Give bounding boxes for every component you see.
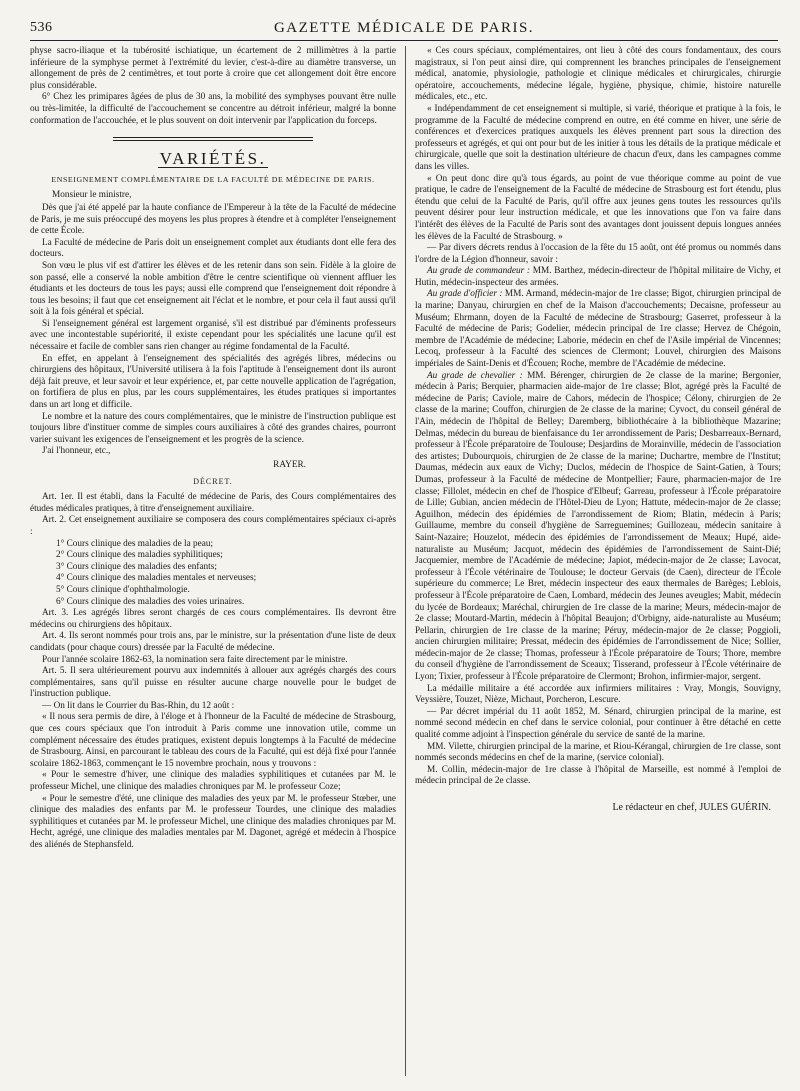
officier-text: MM. Armand, médecin-major de 1re classe; Bigot, chirurgien principal de la marine; Danyau, chirurgien en chef de la Maison d'accouchements; Decaisne, professeur au Muséum; Ehrmann, doyen de la Faculté de médecine de Strasbourg; Gaserret, professeur à la Faculté de médecine de Paris; Godelier, médecin principal de 1re classe; Hervez de Chégoin, membre de l'Académie de médecine; Laborie, médecin en chef de l'Asile impérial de Vincennes; Lecoq, professeur à la Faculté des sciences de Clermont; Louvel, chirurgien des Maisons impériales de Saint-Denis et d'Écouen; Roche, membre de l'Académie de médecine. — [415, 289, 782, 370]
vilette-paragraph: MM. Vilette, chirurgien principal de la marine, et Riou-Kérangal, chirurgien de 1re classe, sont nommés seconds médecins en chef de la marine, (service colonial). — [415, 741, 781, 764]
decree-title: DÉCRET. — [193, 476, 233, 486]
strasbourg-quote: « Il nous sera permis de dire, à l'éloge et à l'honneur de la Faculté de médecine de Strasbourg, que ces cours spéciaux que l'on introduit à Paris comme une innovation utile, comme un complément nécessaire des études pratiques, existent depuis longtemps à la Faculté de médecine de Strasbourg. Ainsi, en parcourant le tableau des cours de la Faculté, qui est déjà fixé pour l'année scolaire 1862-1863, commençant le 15 novembre prochain, nous y trouvons : — [30, 712, 396, 769]
article-5: Art. 5. Il sera ultérieurement pourvu aux indemnités à allouer aux agrégés chargés des cours complémentaires, sans qu'il puisse en résulter aucune charge nouvelle pour le budget de l'instruction publique. — [30, 666, 396, 700]
letter-paragraph: Son vœu le plus vif est d'attirer les élèves et de les retenir dans son sein. Fidèle à la gloire de son passé, elle a conservé la noble ambition d'être le centre scientifique où viennent affluer les étudiants et les docteurs de tous les pays; aussi elle comprend que l'enseignement doit répondre à tous les besoins; il faut que cet enseignement ait l'éclat et le nombre, et pour cela il faut aussi qu'il soit à la fois général et spécial. — [30, 260, 396, 318]
list-item: 5° Cours clinique d'ophthalmologie. — [56, 584, 190, 595]
signature: RAYER. — [273, 460, 306, 470]
list-item: 4° Cours clinique des maladies mentales et nerveuses; — [56, 573, 257, 584]
medaille-paragraph: La médaille militaire a été accordée aux infirmiers militaires : Vray, Mongis, Souvigny, Veyssière, Touzet, Nièze, Michaut, Porcheron, Lescure. — [415, 683, 781, 706]
section-subtitle: ENSEIGNEMENT COMPLÉMENTAIRE DE LA FACULTÉ DE MÉDECINE DE PARIS. — [51, 174, 375, 184]
commandeur-paragraph — [415, 266, 781, 289]
article-1: Art. 1er. Il est établi, dans la Faculté de médecine de Paris, des Cours complémentaires des études médicales pratiques, à titre d'enseignement auxiliaire. — [30, 492, 396, 514]
list-item: 1° Cours clinique des maladies de la peau; — [56, 538, 214, 549]
commandeur-label: Au grade de commandeur : — [427, 266, 531, 277]
course-list — [30, 539, 396, 609]
salutation: Monsieur le ministre, — [52, 190, 132, 201]
section-separator — [113, 137, 313, 141]
list-item: 3° Cours clinique des maladies des enfants; — [56, 561, 217, 572]
page-number: 536 — [30, 20, 53, 35]
legion-honneur-intro: — Par divers décrets rendus à l'occasion de la fête du 15 août, ont été promus ou nommés dans l'ordre de la Légion d'honneur, savoir : — [415, 243, 781, 265]
letter-paragraph: Dès que j'ai été appelé par la haute confiance de l'Empereur à la tête de la Faculté de médecine de Paris, je me suis préoccupé des moyens les plus propres à étendre et à compléter l'enseignement de cette École. — [30, 202, 396, 237]
editor-signature — [415, 802, 781, 814]
letter-paragraph: Si l'enseignement général est largement organisé, s'il est distribué par d'éminents professeurs avec une incontestable supériorité, il existe cependant pour les spécialités une lacune qu'il est nécessaire et facile de combler sans rien changer au régime fondamental de la Faculté. — [30, 318, 396, 353]
point-6-paragraph: 6° Chez les primipares âgées de plus de 30 ans, la mobilité des symphyses pouvant être nulle ou très-limitée, la difficulté de l'accouchement se concentre au détroit inférieur, malgré la bonne conformation de l'accouchée, et le plus souvent on doit intervenir par l'application du forceps. — [30, 92, 396, 126]
article-3: Art. 3. Les agrégés libres seront chargés de ces cours complémentaires. Ils devront être médecins ou chirurgiens des hôpitaux. — [30, 608, 396, 630]
column-divider — [405, 46, 406, 1076]
section-title: VARIÉTÉS. — [159, 149, 267, 169]
chevalier-paragraph — [415, 371, 781, 684]
article-2: Art. 2. Cet enseignement auxiliaire se composera des cours complémentaires spéciaux ci-après : — [30, 515, 396, 537]
letter-paragraph: La Faculté de médecine de Paris doit un enseignement complet aux étudiants dont elle fera des docteurs. — [30, 237, 396, 260]
letter-paragraph: Le nombre et la nature des cours complémentaires, que le ministre de l'instruction publique est toujours libre d'instituer comme de simples cours auxiliaires à côté des grandes chaires, pourront varier suivant les exigences de l'enseignement et les progrès de la science. — [30, 411, 396, 445]
journal-title: GAZETTE MÉDICALE DE PARIS. — [273, 20, 535, 36]
list-item: 6° Cours clinique des maladies des voies urinaires. — [56, 596, 245, 607]
closing-line: J'ai l'honneur, etc., — [42, 446, 111, 457]
collin-paragraph: M. Collin, médecin-major de 1re classe à l'hôpital de Marseille, est nommé à l'emploi de médecin principal de 2e classe. — [415, 764, 781, 787]
article-4: Art. 4. Ils seront nommés pour trois ans, par le ministre, sur la présentation d'une liste de deux candidats (pour chaque cours) dressée par la Faculté de médecine. — [30, 631, 396, 653]
list-item: 2° Cours clinique des maladies syphilitiques; — [56, 550, 223, 561]
letter-paragraph: En effet, en appelant à l'enseignement des spécialités des agrégés libres, médecins ou chirurgiens des hôpitaux, l'Université utilisera à la fois l'aptitude à l'enseignement dont ils auront déjà fait preuve, et leur savoir et leur expérience, et, par cette nouvelle application de l'agrégation, on fortifiera de plus en plus, par les cours supplémentaires, les études pratiques si importantes dans un art long et difficile. — [30, 353, 396, 411]
courrier-intro: — On lit dans le Courrier du Bas-Rhin, du 12 août : — [42, 700, 235, 711]
left-column — [30, 46, 396, 852]
winter-semester-quote: « Pour le semestre d'hiver, une clinique des maladies syphilitiques et cutanées par M. le professeur Michel, une clinique des maladies chroniques par M. le professeur Coze; — [30, 770, 396, 793]
officier-paragraph — [415, 289, 781, 370]
quote-paragraph: « Indépendamment de cet enseignement si multiple, si varié, théorique et pratique à la fois, le programme de la Faculté de médecine comprend en outre, en été comme en hiver, une série de conférences et d'exercices pratiques auxquels les élèves prennent part sous la direction des professeurs et agrégés, et qui ont pour but de les initier à tous les détails de la pratique médicale et chirurgicale, quelle que soit la destination ultérieure de chacun d'eux, dans les campagnes comme dans les villes. — [415, 103, 781, 172]
editor-name: JULES GUÉRIN. — [699, 802, 771, 813]
quote-paragraph: « On peut donc dire qu'à tous égards, au point de vue théorique comme au point de vue pratique, le cadre de l'enseignement de la Faculté de médecine de Strasbourg est fort étendu, plus étendu que celui de la Faculté de Paris, qu'il offre aux jeunes gens toutes les ressources qu'ils peuvent désirer pour leur instruction médicale, et que les innovations que l'on va faire dans l'intérêt des élèves de la Faculté de Paris sont des avantages dont jouissent depuis longues années les élèves de la Faculté de Strasbourg. » — [415, 173, 781, 242]
summer-semester-quote: « Pour le semestre d'été, une clinique des maladies des yeux par M. le professeur Stœber, une clinique des maladies des enfants par M. le professeur Tourdes, une clinique des maladies syphilitiques et cutanées par M. le professeur Michel, une clinique des maladies chroniques par M. Hecht, agrégé, une clinique des maladies mentales par M. Dagonet, agrégé et médecin à l'hospice des aliénés de Stephansfeld. — [30, 793, 396, 850]
school-year-note: Pour l'année scolaire 1862-63, la nomination sera faite directement par le ministre. — [42, 654, 348, 665]
quote-paragraph: « Ces cours spéciaux, complémentaires, ont lieu à côté des cours fondamentaux, des cours magistraux, si l'on peut ainsi dire, qui comprennent les branches principales de l'enseignement médical, anatomie, physiologie, pathologie et clinique médicales et chirurgicales, chirurgie opératoire, accouchements, médecine légale, hygiène, physique, chimie, histoire naturelle médicales, etc., etc. — [415, 46, 781, 103]
signature-prefix: Le rédacteur en chef, — [612, 802, 697, 813]
commandeur-text: MM. Barthez, médecin-directeur de l'hôpital militaire de Vichy, et Hutin, médecin-inspecteur des armées. — [415, 266, 781, 288]
right-column — [415, 46, 781, 814]
chevalier-text: MM. Bérenger, chirurgien de 2e classe de la marine; Bergonier, médecin à Paris; Berquier, pharmacien aide-major de 1re classe; Blot, agrégé près la Faculté de médecine de Paris; Caviole, maire de Cahors, médecin de l'hospice; Célony, chirurgien de 2e classe de la marine; Couffon, chirurgien de 2e classe de la marine; Cyvoct, du conseil général de l'Ain, médecin de l'hôpital de Belley; Daremberg, bibliothécaire à la bibliothèque Mazarine; Delmas, médecin du bureau de bienfaisance du 1er arrondissement de Paris; Desbarreaux-Bernard, professeur à l'École préparatoire de Toulouse; Desjardins de Morainville, médecin de l'association des artistes; Dubourquois, chirurgien de 2e classe de la marine; Duchartre, membre de l'Institut; Daumas, médecin aux eaux de Vichy; Duclos, médecin de l'hospice de Saint-Gatien, à Tours; Dumas, professeur à la Faculté de médecine de Montpellier; Faure, pharmacien-major de 1re classe; Fillolet, médecin en chef de l'hospice d'Elbeuf; Garreau, professeur à l'École préparatoire de Lille; Gubian, ancien médecin de l'Hôtel-Dieu de Lyon; Hattute, médecin-major de 2e classe; Aguilhon, médecin des épidémies de l'arrondissement de Riom; Blatin, médecin à Paris; Guillaume, membre du conseil d'hygiène de Sarreguemines; Guillozeau, médecin sanitaire à Saint-Nazaire; Houzelot, médecin des épidémies de l'arrondissement de Meaux; Hupé, aide-naturaliste au Muséum; Jacquot, médecin des épidémies de l'arrondissement de Saint-Dié; Jacquemier, membre de l'Académie de médecine; Japiot, médecin-major de 2e classe; Lavocat, professeur à l'École vétérinaire de Toulouse; le docteur Gervais (de Caen), directeur de l'École supérieure du commerce; Le Bret, médecin inspecteur des eaux thermales de Barèges; Leblois, professeur à l'École préparatoire de Caen, Lombard, médecin des Jeunes aveugles; Mabit, médecin du lycée de Bordeaux; Maréchal, chirurgien de 1re classe de la marine; Meurs, médecin-major de 2e classe; Moutard-Martin, médecin à l'hôpital Beaujon; d'Orbigny, aide-naturaliste au Muséum; Pellarin, chirurgien de 1re classe de la marine; Péruy, médecin-major de 2e classe; Poggioli, ancien chirurgien militaire; Pressat, médecin des épidémies de l'arrondissement de Nice; Sollier, médecin-major de 2e classe; Thomas, professeur à l'École préparatoire de Tours; Thore, membre du conseil d'hygiène de l'arrondissement de Sceaux; Tisserand, professeur à l'École vétérinaire de Lyon; Tixier, professeur à l'École préparatoire de Clermont; Brohon, infirmier-major, sergent. — [415, 370, 782, 683]
senard-paragraph: — Par décret impérial du 11 août 1852, M. Sénard, chirurgien principal de la marine, est nommé second médecin en chef dans le service colonial, pour continuer à être détaché en cette qualité comme adjoint à l'inspection générale du service de santé de la marine. — [415, 706, 781, 741]
page-header — [30, 18, 778, 41]
intro-paragraph: physe sacro-iliaque et la tubérosité ischiatique, un écartement de 2 millimètres à la partie inférieure de la symphyse permet à l'extrémité du levier, c'est-à-dire au diamètre transverse, un allongement de près de 2 centimètres, et tout porte à croire que cet allongement doit être encore plus considérable. — [30, 46, 396, 91]
officier-label: Au grade d'officier : — [427, 289, 503, 300]
chevalier-label: Au grade de chevalier : — [427, 370, 523, 381]
